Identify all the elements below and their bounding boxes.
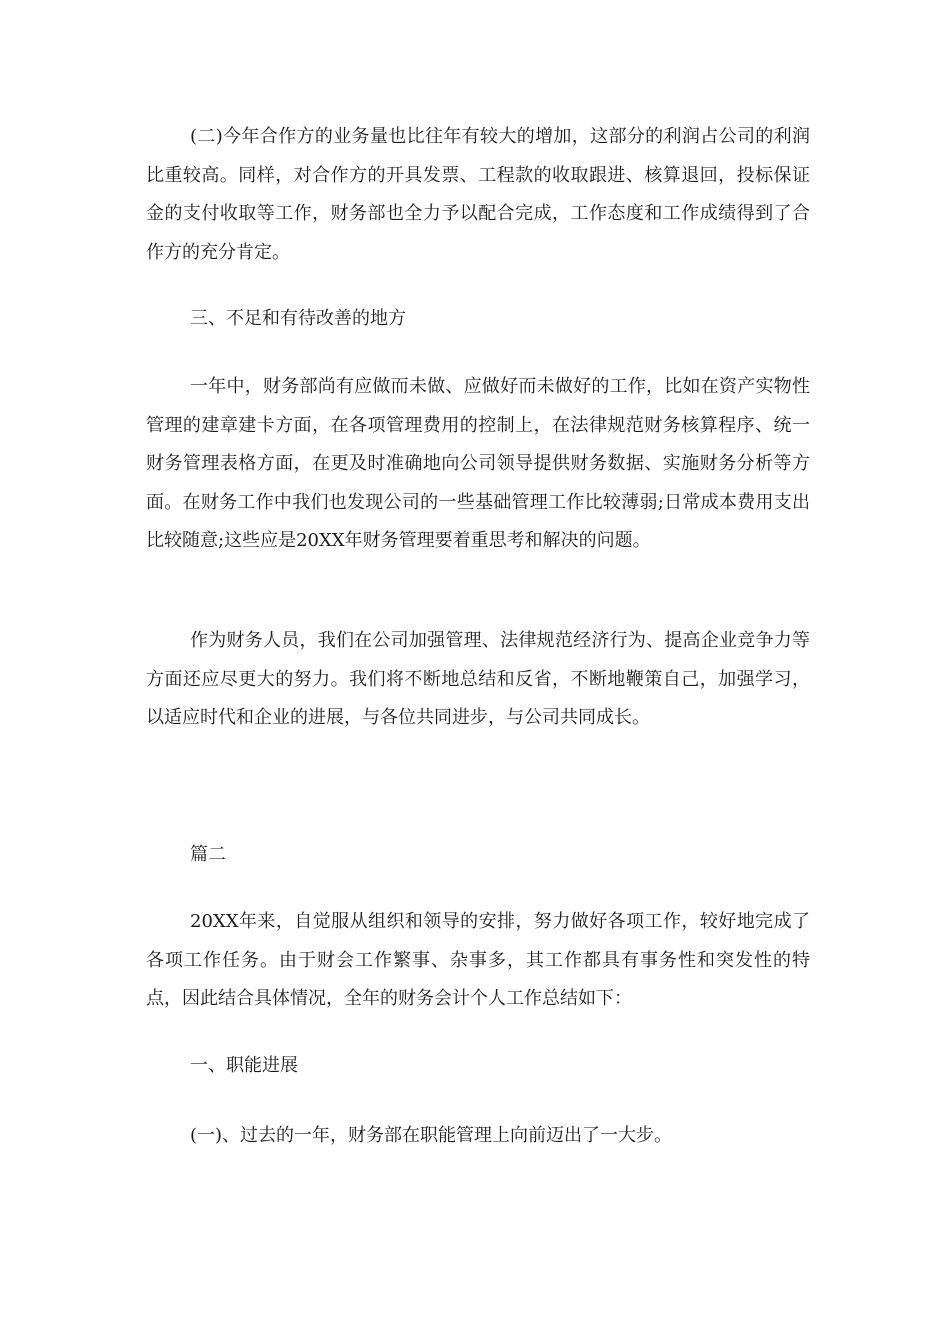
paragraph-cooperation: (二)今年合作方的业务量也比往年有较大的增加，这部分的利润占公司的利润比重较高。同样，对合作方的开具发票、工程款的收取跟进、核算退回，投标保证金的支付收取等工作，财务部也全力予以配合完成，工作态度和工作成绩得到了合作方的充分肯定。	[146, 126, 810, 263]
heading-functions: 一、职能进展	[190, 1055, 298, 1076]
paragraph-functions: (一)、过去的一年，财务部在职能管理上向前迈出了一大步。	[190, 1125, 673, 1146]
paragraph-effort: 作为财务人员，我们在公司加强管理、法律规范经济行为、提高企业竞争力等方面还应尽更大的努力。我们将不断地总结和反省，不断地鞭策自己，加强学习，以适应时代和企业的进展，与各位共同进步，与公司共同成长。	[146, 630, 810, 728]
paragraph-shortcomings: 一年中，财务部尚有应做而未做、应做好而未做好的工作，比如在资产实物性管理的建章建卡方面，在各项管理费用的控制上，在法律规范财务核算程序、统一财务管理表格方面，在更及时准确地向公司领导提供财务数据、实施财务分析等方面。在财务工作中我们也发现公司的一些基础管理工作比较薄弱;日常成本费用支出比较随意;这些应是20XX年财务管理要着重思考和解决的问题。	[146, 376, 810, 551]
heading-part-two: 篇二	[190, 844, 226, 865]
heading-shortcomings: 三、不足和有待改善的地方	[190, 308, 406, 329]
paragraph-intro: 20XX年来，自觉服从组织和领导的安排，努力做好各项工作，较好地完成了各项工作任务。由于财会工作繁事、杂事多，其工作都具有事务性和突发性的特点，因此结合具体情况，全年的财务会计个人工作总结如下：	[146, 911, 810, 1009]
